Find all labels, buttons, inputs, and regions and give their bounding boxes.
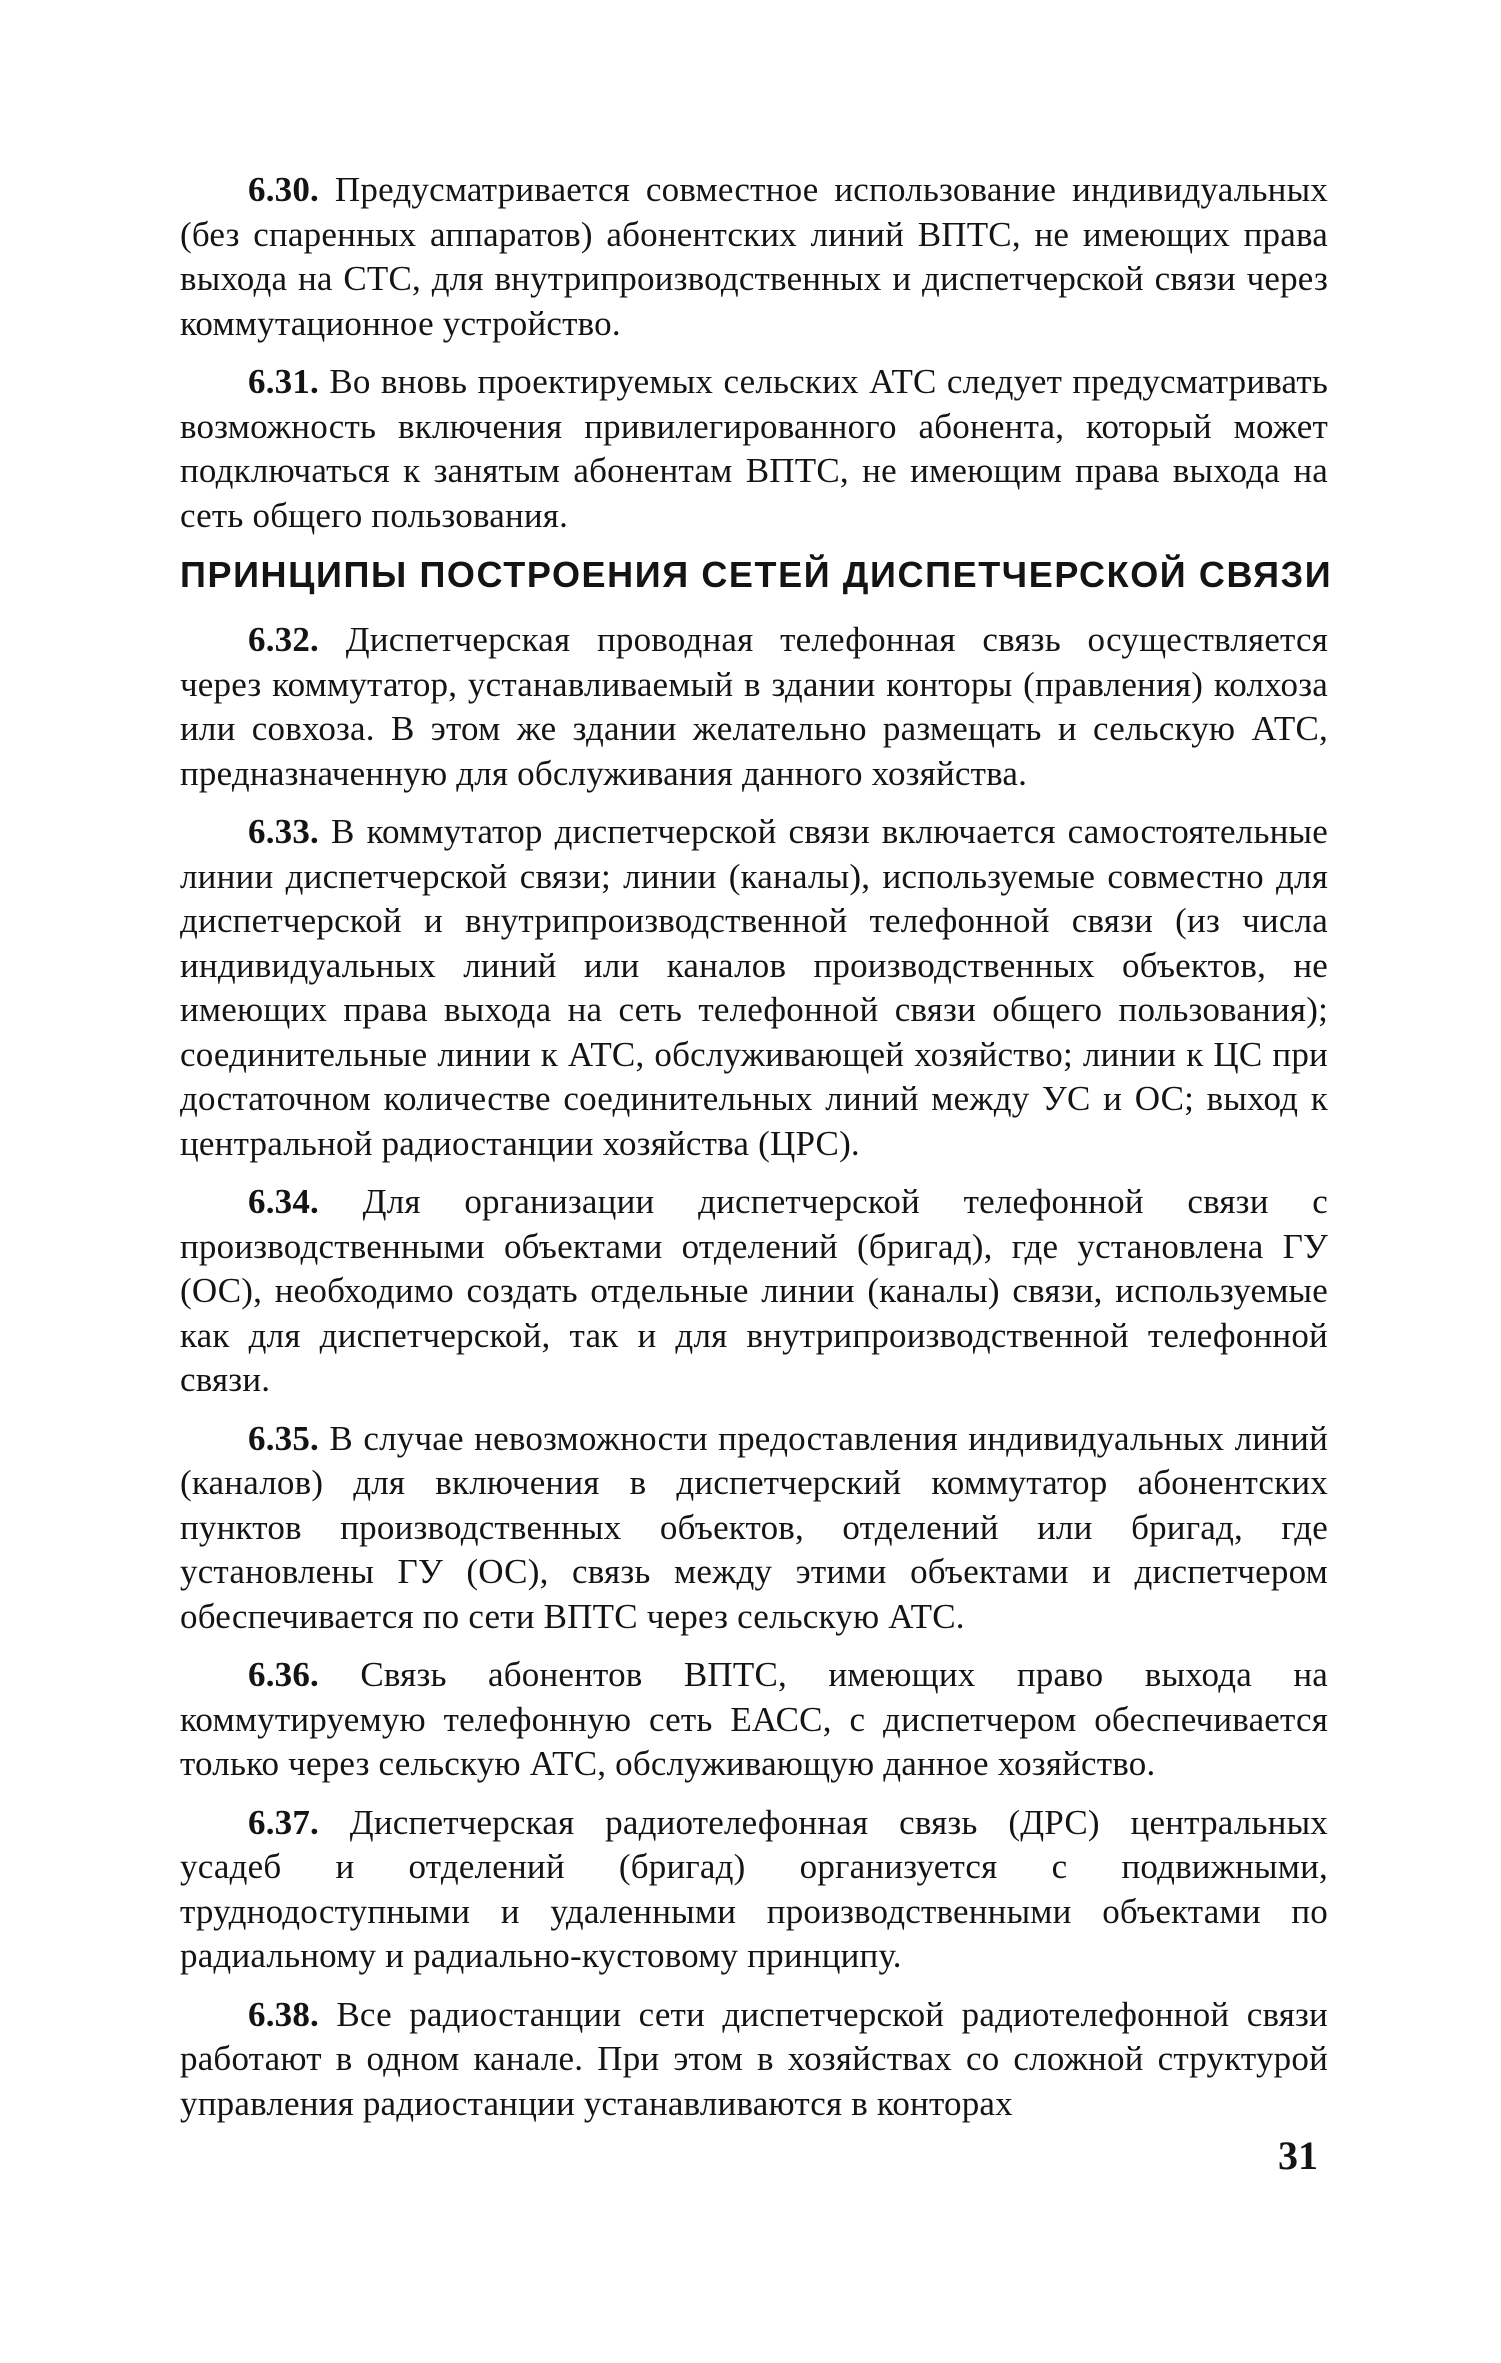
section-heading: ПРИНЦИПЫ ПОСТРОЕНИЯ СЕТЕЙ ДИСПЕТЧЕРСКОЙ СВЯЗИ: [180, 554, 1333, 595]
paragraph-number: 6.30.: [248, 170, 319, 209]
paragraph-6-30: [180, 168, 1328, 346]
paragraph-number: 6.31.: [248, 362, 319, 401]
paragraph-6-34: [180, 1180, 1328, 1403]
paragraph-number: 6.36.: [248, 1655, 319, 1694]
paragraph-text: В случае невозможности предоставления индивидуальных линий (каналов) для включения в диспетчерский коммутатор абонентских пунктов производственных объектов, отделений или бригад, где установлены ГУ (ОС), связь между этими объектами и диспетчером обеспечивается по сети ВПТС через сельскую АТС.: [180, 1418, 1329, 1636]
paragraph-text: Предусматривается совместное использование индивидуальных (без спаренных аппаратов) абонентских линий ВПТС, не имеющих права выхода на СТС, для внутрипроизводственных и диспетчерской связи через коммутационное устройство.: [180, 170, 1328, 343]
paragraph-6-33: [180, 810, 1328, 1166]
paragraph-6-36: [180, 1653, 1328, 1787]
paragraph-number: 6.33.: [248, 812, 319, 851]
paragraph-text: Для организации диспетчерской телефонной связи с производственными объектами отделений (бригад), где установлена ГУ (ОС), необходимо создать отдельные линии (каналы) связи, используемые как для диспетчерской, так и для внутрипроизводственной телефонной связи.: [180, 1182, 1329, 1399]
paragraph-number: 6.37.: [248, 1802, 319, 1842]
paragraph-6-31: [180, 360, 1328, 538]
paragraph-number: 6.32.: [248, 620, 319, 659]
paragraph-text: Во вновь проектируемых сельских АТС следует предусматривать возможность включения привилегированного абонента, который может подключаться к занятым абонентам ВПТС, не имеющим права выхода на сеть общего пользования.: [180, 362, 1329, 535]
paragraph-number: 6.35.: [248, 1418, 319, 1458]
paragraph-text: Связь абонентов ВПТС, имеющих право выхода на коммутируемую телефонную сеть ЕАСС, с диспетчером обеспечивается только через сельскую АТС, обслуживающую данное хозяйство.: [180, 1655, 1328, 1783]
paragraph-6-32: [180, 618, 1328, 796]
paragraph-text: Все радиостанции сети диспетчерской радиотелефонной связи работают в одном канале. При этом в хозяйствах со сложной структурой управления радиостанции устанавливаются в конторах: [180, 1994, 1328, 2123]
paragraph-text: Диспетчерская проводная телефонная связь осуществляется через коммутатор, устанавливаемый в здании конторы (правления) колхоза или совхоза. В этом же здании желательно размещать и сельскую АТС, предназначенную для обслуживания данного хозяйства.: [180, 620, 1329, 793]
paragraph-text: Диспетчерская радиотелефонная связь (ДРС) центральных усадеб и отделений (бригад) организуется с подвижными, труднодоступными и удаленными производственными объектами по радиальному и радиально-кустовому принципу.: [180, 1802, 1328, 1975]
page-number: 31: [1278, 2133, 1318, 2178]
paragraph-6-35: [180, 1417, 1328, 1640]
page-body: [180, 168, 1333, 2140]
paragraph-6-37: [180, 1801, 1328, 1979]
paragraph-number: 6.34.: [248, 1182, 319, 1221]
paragraph-text: В коммутатор диспетчерской связи включается самостоятельные линии диспетчерской связи; линии (каналы), используемые совместно для диспетчерской и внутрипроизводственной телефонной связи (из числа индивидуальных линий или каналов производственных объектов, не имеющих права выхода на сеть телефонной связи общего пользования); соединительные линии к АТС, обслуживающей хозяйство; линии к ЦС при достаточном количестве соединительных линий между УС и ОС; выход к центральной радиостанции хозяйства (ЦРС).: [180, 812, 1328, 1163]
paragraph-6-38: [180, 1993, 1328, 2127]
paragraph-number: 6.38.: [248, 1994, 319, 2034]
